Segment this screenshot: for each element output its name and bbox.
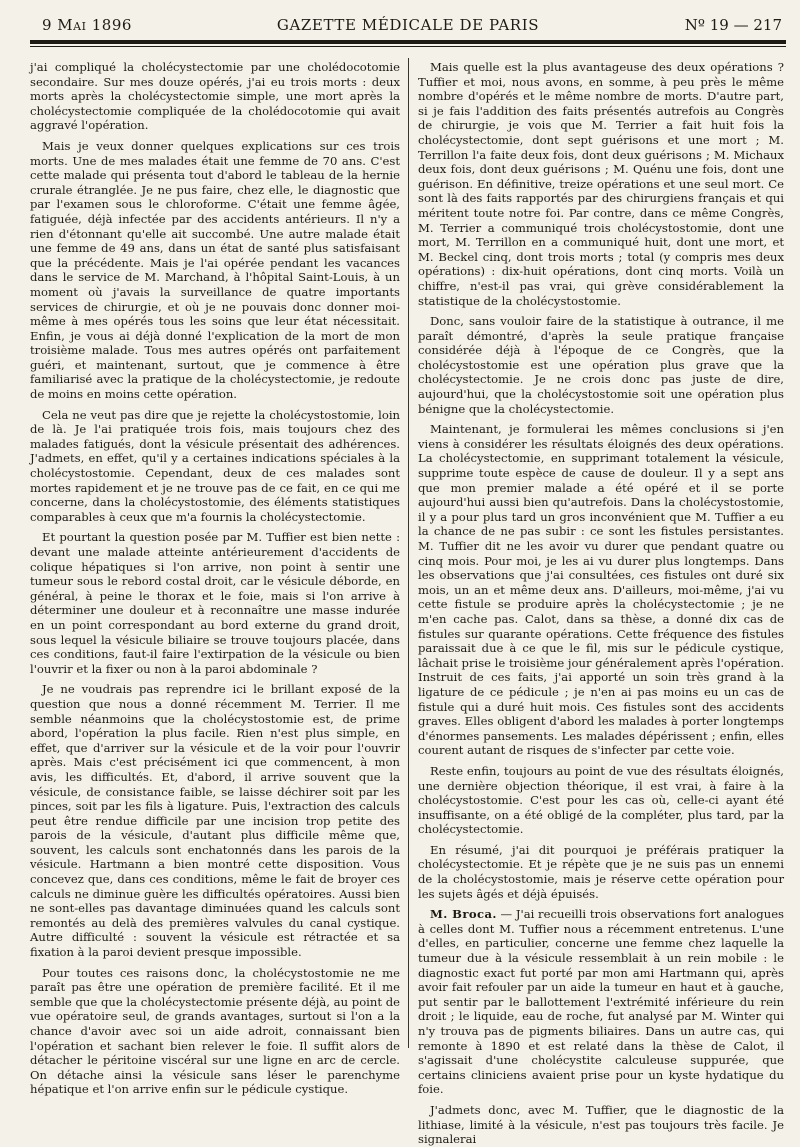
broca-text: — J'ai recueilli trois observations fort analogues à celles dont M. Tuffier nous a récemment entretenus. L'une d'elles, en particulier, concerne une femme chez laquelle la tumeur due à la vésicule ressemblait à un rein mobile : le diagnostic exact fut porté par mon ami Hartmann qui, après avoir fait refouler par un aide la tumeur en haut et à gauche, put sentir par le ballottement l'extrémité inférieure du rein droit ; le liquide, eau de roche, fut analysé par M. Winter qui n'y trouva pas de pigments biliaires. Dans un autre cas, qui remonte à 1890 et est relaté dans la thèse de Calot, il s'agissait d'une cholécystite calculeuse suppurée, que certains cliniciens avaient prise pour un kyste hydatique du foie. bbox=[418, 907, 784, 1097]
header-journal-title: GAZETTE MÉDICALE DE PARIS bbox=[276, 16, 540, 34]
paragraph: En résumé, j'ai dit pourquoi je préférais pratiquer la cholécystectomie. Et je répète que je ne suis pas un ennemi de la cholécystostomie, mais je réserve cette opération pour les sujets âgés et déjà épuisés. bbox=[418, 842, 784, 901]
page-header bbox=[30, 14, 786, 36]
paragraph: J'admets donc, avec M. Tuffier, que le diagnostic de la lithiase, limité à la vésicule, n'est pas toujours très facile. Je signalerai bbox=[418, 1102, 784, 1147]
paragraph: Cela ne veut pas dire que je rejette la cholécystostomie, loin de là. Je l'ai pratiquée trois fois, mais toujours chez des malades fatigués, dont la vésicule présentait des adhérences. J'admets, en effet, qu'il y a certaines indications spéciales à la cholécystostomie. Cependant, deux de ces malades sont mortes rapidement et je ne trouve pas de ce fait, en ce qui me concerne, dans la cholécystostomie, des éléments statistiques comparables à ceux que m'a fournis la cholécystectomie. bbox=[30, 407, 400, 524]
paragraph: Donc, sans vouloir faire de la statistique à outrance, il me paraît démontré, d'après la seule pratique française considérée déjà à l'époque de ce Congrès, que la cholécystostomie est une opération plus grave que la cholécystectomie. Je ne crois donc pas juste de dire, aujourd'hui, que la cholécystostomie soit une opération plus bénigne que la cholécystectomie. bbox=[418, 314, 784, 416]
header-rule-thick bbox=[30, 40, 786, 44]
paragraph: Je ne voudrais pas reprendre ici le brillant exposé de la question que nous a donné récemment M. Terrier. Il me semble néanmoins que la cholécystostomie est, de prime abord, l'opération la plus facile. Rien n'est plus simple, en effet, que d'arriver sur la vésicule et de la voir pour l'ouvrir après. Mais c'est précisément ici que commencent, à mon avis, les difficultés. Et, d'abord, il arrive souvent que la vésicule, de consistance faible, se laisse déchirer soit par les pinces, soit par les fils à ligature. Puis, l'extraction des calculs peut être rendue difficile par une incision trop petite des parois de la vésicule, d'autant plus difficile même que, souvent, les calculs sont enchatonnés dans les parois de la vésicule. Hartmann a bien montré cette disposition. Vous concevez que, dans ces conditions, même le fait de broyer ces calculs ne diminue guère les difficultés opératoires. Aussi bien ne sont-elles pas davantage diminuées quand les calculs sont remontés au delà des premières valvules du canal cystique. Autre difficulté : souvent la vésicule est rétractée et sa fixation à la paroi devient presque impossible. bbox=[30, 682, 400, 960]
header-issue-page: Nº 19 — 217 bbox=[684, 16, 782, 34]
paragraph: Reste enfin, toujours au point de vue des résultats éloignés, une dernière objection théorique, il est vrai, à faire à la cholécystostomie. C'est pour les cas où, celle-ci ayant été insuffisante, on a été obligé de la compléter, plus tard, par la cholécystectomie. bbox=[418, 763, 784, 837]
paragraph: Maintenant, je formulerai les mêmes conclusions si j'en viens à considérer les résultats éloignés des deux opérations. La cholécystectomie, en supprimant totalement la vésicule, supprime toute espèce de cause de douleur. Il y a sept ans que mon premier malade a été opéré et il se porte aujourd'hui aussi bien qu'autrefois. Dans la cholécystostomie, il y a pour plus tard un gros inconvénient que M. Tuffier a eu la chance de ne pas subir : ce sont les fistules persistantes. M. Tuffier dit ne les avoir vu durer que pendant quatre ou cinq mois. Pour moi, je les ai vu durer plus longtemps. Dans les observations que j'ai consultées, ces fistules ont duré six mois, un an et même deux ans. D'ailleurs, moi-même, j'ai vu cette fistule se produire après la cholécystectomie ; je ne m'en cache pas. Calot, dans sa thèse, a donné dix cas de fistules sur quarante opérations. Cette fréquence des fistules paraissait due à ce que le fil, mis sur le pédicule cystique, lâchait prise le troisième jour généralement après l'opération. Instruit de ces faits, j'ai apporté un soin très grand à la ligature de ce pédicule ; je n'en ai pas moins eu un cas de fistule qui a duré huit mois. Ces fistules sont des accidents graves. Elles obligent d'abord les malades à porter longtemps d'énormes pansements. Les malades dépérissent ; enfin, elles courent autant de risques de s'infecter par cette voie. bbox=[418, 422, 784, 758]
column-divider bbox=[408, 58, 409, 1048]
paragraph: j'ai compliqué la cholécystectomie par une cholédocotomie secondaire. Sur mes douze opérés, j'ai eu trois morts : deux morts après la cholécystectomie simple, une mort après la cholécystectomie compliquée de la cholédocotomie qui avait aggravé l'opération. bbox=[30, 60, 400, 133]
header-rule-thin bbox=[30, 46, 786, 47]
speaker-name: M. Broca. bbox=[430, 907, 497, 922]
paragraph: Et pourtant la question posée par M. Tuffier est bien nette : devant une malade atteinte antérieurement d'accidents de colique hépatiques si l'on arrive, non point à sentir une tumeur sous le rebord costal droit, car le vésicule déborde, en général, à peine le thorax et le foie, mais si l'on arrive à déterminer une douleur et à reconnaître une masse indurée en un point correspondant au bord externe du grand droit, sous lequel la vésicule biliaire se trouve toujours placée, dans ces conditions, faut-il faire l'extirpation de la vésicule ou bien l'ouvrir et la fixer ou non à la paroi abdominale ? bbox=[30, 530, 400, 676]
left-column bbox=[30, 60, 400, 1097]
paragraph: Pour toutes ces raisons donc, la cholécystostomie ne me paraît pas être une opération de première facilité. Et il me semble que que la cholécystectomie présente déjà, au point de vue opératoire seul, de grands avantages, surtout si l'on a la chance d'avoir avec soi un aide adroit, connaissant bien l'opération et sachant bien relever le foie. Il suffit alors de détacher le péritoine viscéral sur une ligne en arc de cercle. On détache ainsi la vésicule sans léser le parenchyme hépatique et l'on arrive enfin sur le pédicule cystique. bbox=[30, 965, 400, 1097]
paragraph: Mais quelle est la plus avantageuse des deux opérations ? Tuffier et moi, nous avons, en somme, à peu près le même nombre d'opérés et le même nombre de morts. D'autre part, si je fais l'addition des faits présentés autrefois au Congrès de chirurgie, je vois que M. Terrier a fait huit fois la cholécystectomie, dont sept guérisons et une mort ; M. Terrillon l'a faite deux fois, dont deux guérisons ; M. Michaux deux fois, dont deux guérisons ; M. Quénu une fois, dont une guérison. En définitive, treize opérations et une seul mort. Ce sont là des faits rapportés par des chirurgiens français et qui méritent toute notre foi. Par contre, dans ce même Congrès, M. Terrier a communiqué trois cholécystostomie, dont une mort, M. Terrillon en a communiqué huit, dont une mort, et M. Beckel cinq, dont trois morts ; total (y compris mes deux opérations) : dix-huit opérations, dont cinq morts. Voilà un chiffre, n'est-il pas vrai, qui grève considérablement la statistique de la cholécystostomie. bbox=[418, 60, 784, 308]
broca-paragraph bbox=[418, 907, 784, 1097]
right-column bbox=[418, 60, 784, 1147]
header-date: 9 Mai 1896 bbox=[42, 16, 132, 34]
paragraph: Mais je veux donner quelques explications sur ces trois morts. Une de mes malades était une femme de 70 ans. C'est cette malade qui présenta tout d'abord le tableau de la hernie crurale étranglée. Je ne pus faire, chez elle, le diagnostic que par l'examen sous le chloroforme. C'était une femme âgée, fatiguée, déjà infectée par des accidents antérieurs. Il n'y a rien d'étonnant qu'elle ait succombé. Une autre malade était une femme de 49 ans, dans un état de santé plus satisfaisant que la précédente. Mais je l'ai opérée pendant les vacances dans le service de M. Marchand, à l'hôpital Saint-Louis, à un moment où j'avais la surveillance de quatre importants services de chirurgie, et où je ne pouvais donc donner moi-même à mes opérés tous les soins que leur état nécessitait. Enfin, je vous ai déjà donné l'explication de la mort de mon troisième malade. Tous mes autres opérés ont parfaitement guéri, et maintenant, surtout, que je commence à être familiarisé avec la pratique de la cholécystectomie, je redoute de moins en moins cette opération. bbox=[30, 138, 400, 402]
